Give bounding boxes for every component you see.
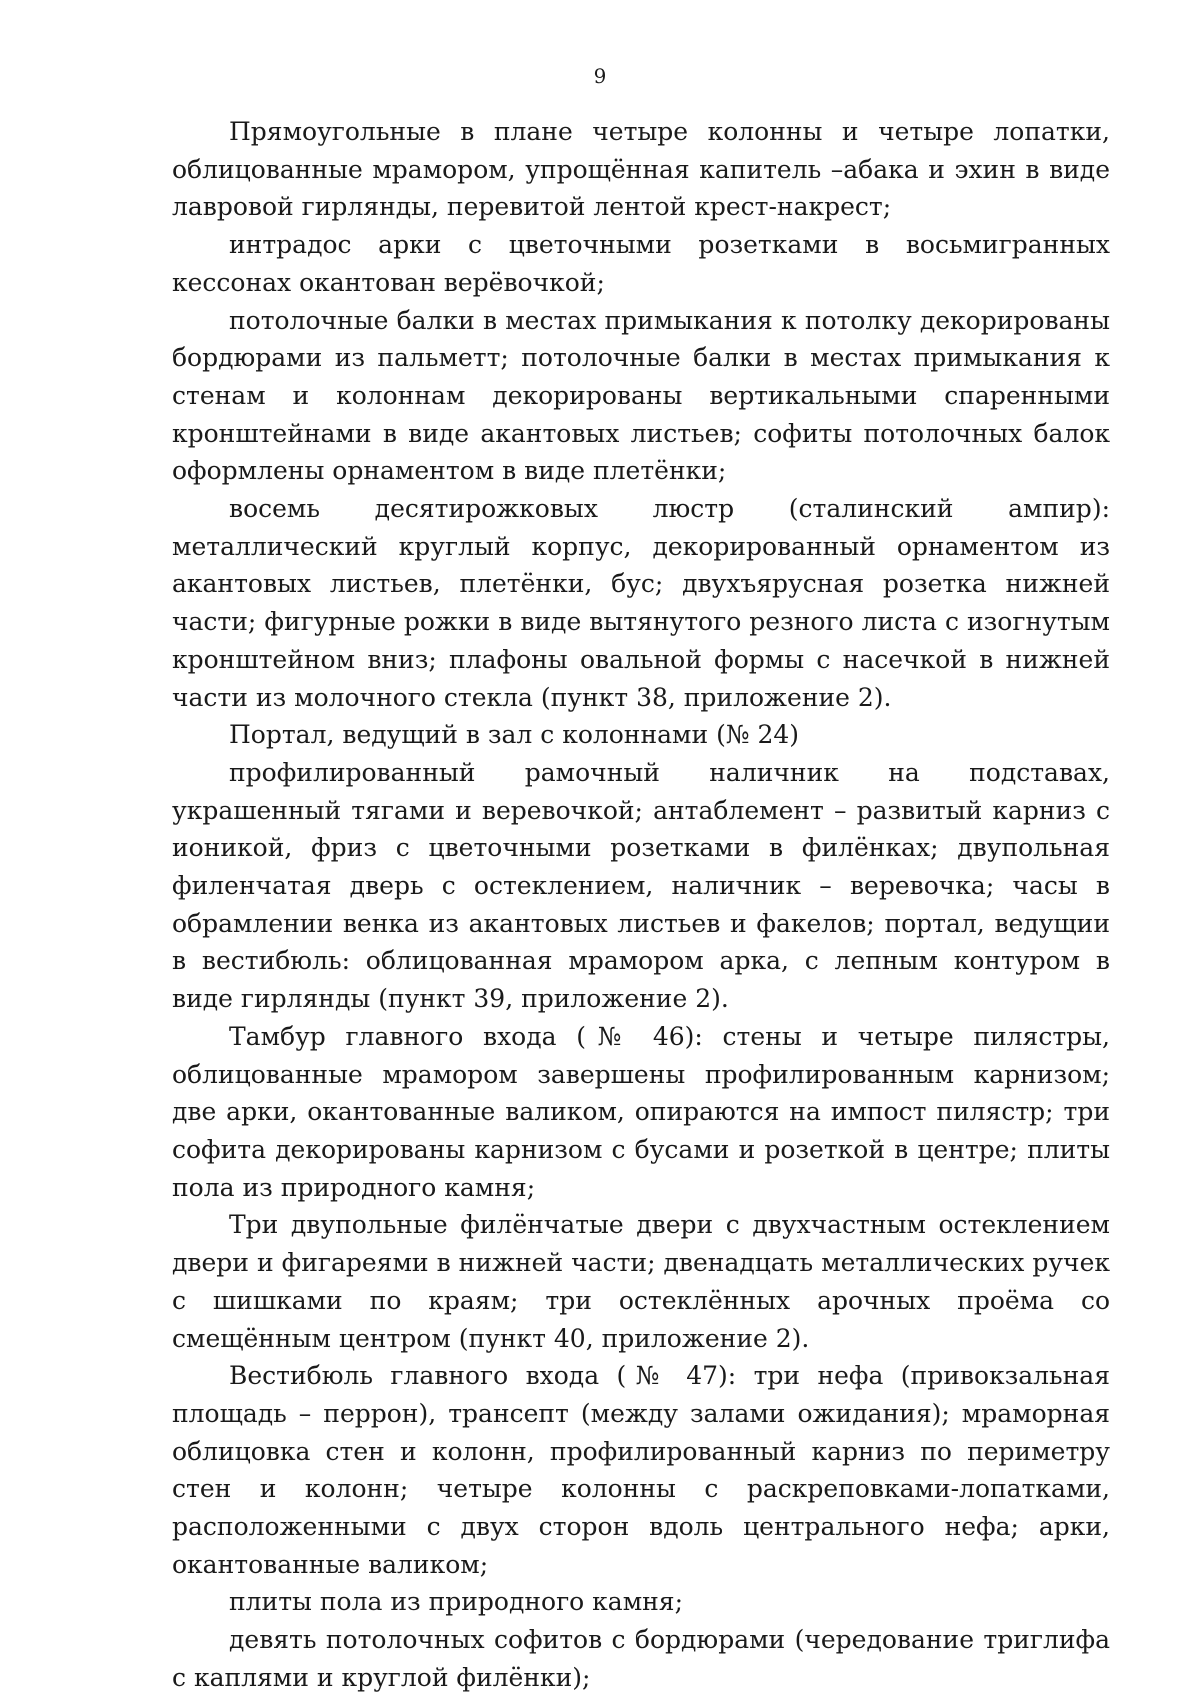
- paragraph-main-vestibule: Вестибюль главного входа (№ 47): три нефа (привокзальная площадь – перрон), трансепт (между залами ожидания); мраморная облицовка стен и колонн, профилированный карниз по периметру стен и колонн; четыре колонны с раскреповками-лопатками, расположенными с двух сторон вдоль центрального нефа; арки, окантованные валиком;: [172, 1361, 1110, 1579]
- paragraph-portal-heading: Портал, ведущий в зал с колоннами (№ 24): [229, 720, 800, 750]
- paragraph-ceiling-soffits: девять потолочных софитов с бордюрами (чередование триглифа с каплями и круглой филёнки);: [172, 1625, 1110, 1692]
- paragraph-columns: Прямоугольные в плане четыре колонны и четыре лопатки, облицованные мрамором, упрощённая капитель –абака и эхин в виде лавровой гирлянды, перевитой лентой крест-накрест;: [172, 117, 1110, 222]
- paragraph-entrance-vestibule-tambour: Тамбур главного входа (№ 46): стены и четыре пилястры, облицованные мрамором завершены профилированным карнизом; две арки, окантованные валиком, опираются на импост пилястр; три софита декорированы карнизом с бусами и розеткой в центре; плиты пола из природного камня;: [172, 1021, 1110, 1202]
- paragraph-doors: Три двупольные филёнчатые двери с двухчастным остеклением двери и фигареями в нижней части; двенадцать металлических ручек с шишками по краям; три остеклённых арочных проёма со смещённым центром (пункт 40, приложение 2).: [172, 1210, 1110, 1353]
- document-body: [172, 113, 1110, 1697]
- page-number: 9: [593, 64, 607, 88]
- paragraph-intrados: интрадос арки с цветочными розетками в восьмигранных кессонах окантован верёвочкой;: [172, 230, 1110, 297]
- paragraph-portal: профилированный рамочный наличник на подставах, украшенный тягами и веревочкой; антаблемент – развитый карниз с ионикой, фриз с цветочными розетками в филёнках; двупольная филенчатая дверь с остеклением, наличник – веревочка; часы в обрамлении венка из акантовых листьев и факелов; портал, ведущии в вестибюль: облицованная мрамором арка, с лепным контуром в виде гирлянды (пункт 39, приложение 2).: [172, 757, 1110, 1014]
- paragraph-ceiling-beams: потолочные балки в местах примыкания к потолку декорированы бордюрами из пальметт; потолочные балки в местах примыкания к стенам и колоннам декорированы вертикальными спаренными кронштейнами в виде акантовых листьев; софиты потолочных балок оформлены орнаментом в виде плетёнки;: [172, 305, 1110, 486]
- paragraph-floor-slabs: плиты пола из природного камня;: [229, 1587, 683, 1617]
- paragraph-chandeliers: восемь десятирожковых люстр (сталинский ампир): металлический круглый корпус, декорированный орнаментом из акантовых листьев, плетёнки, бус; двухъярусная розетка нижней части; фигурные рожки в виде вытянутого резного листа с изогнутым кронштейном вниз; плафоны овальной формы с насечкой в нижней части из молочного стекла (пункт 38, приложение 2).: [172, 494, 1110, 712]
